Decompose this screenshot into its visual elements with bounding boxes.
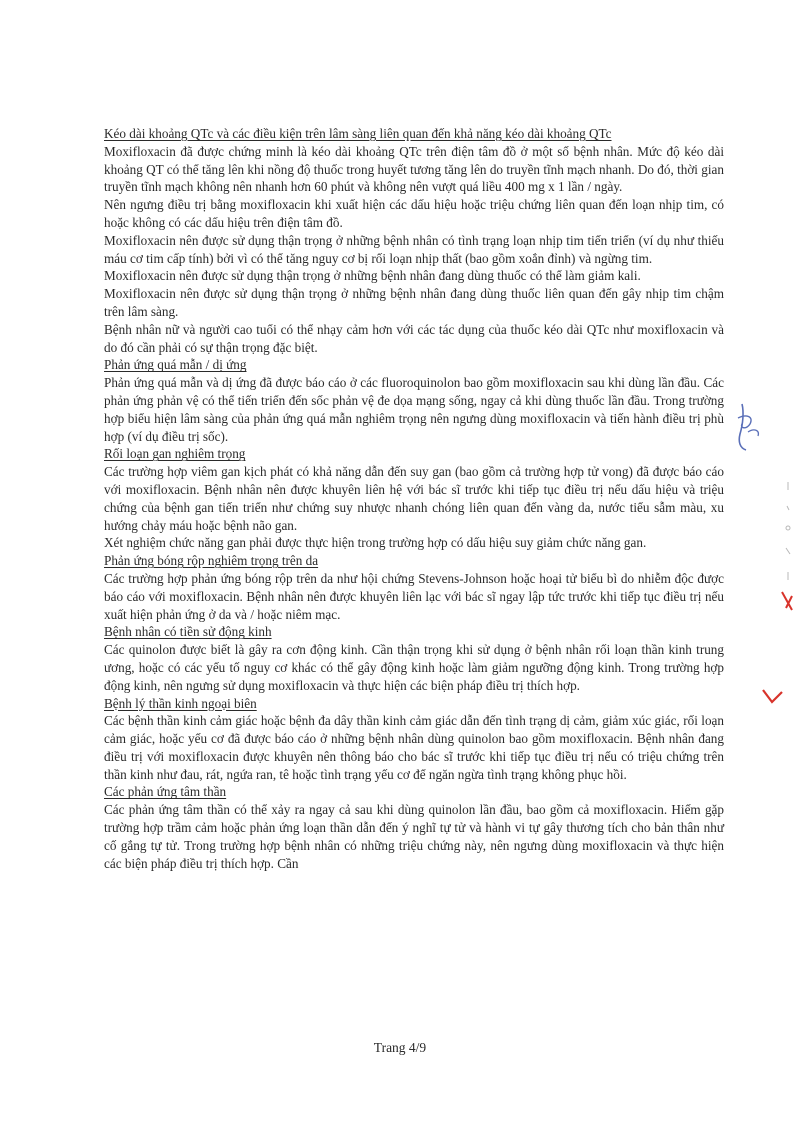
scan-edge-marks [780,480,796,590]
section-heading: Rối loạn gan nghiêm trọng [104,446,246,462]
paragraph: Các trường hợp phản ứng bóng rộp trên da như hội chứng Stevens-Johnson hoặc hoại tử biểu bì do nhiễm độc được báo cáo với moxifloxacin. Bệnh nhân nên được khuyên liên lạc với bác sĩ ngay lập tức trước khi tiếp tục điều trị nếu xuất hiện phản ứng ở da và / hoặc niêm mạc. [104,570,724,622]
document-body [104,125,724,872]
paragraph: Các bệnh thần kinh cảm giác hoặc bệnh đa dây thần kinh cảm giác dẫn đến tình trạng dị cảm, giảm xúc giác, rối loạn cảm giác, hoặc yếu cơ đã được báo cáo ở những bệnh nhân dùng quinolon bao gồm moxifloxacin. Bệnh nhân đang điều trị với moxifloxacin được khuyên nên thông báo cho bác sĩ trước khi tiếp tục điều trị nếu có triệu chứng trên thần kinh như đau, rát, ngứa ran, tê hoặc tình trạng yếu cơ để ngăn ngừa tình trạng không phục hồi. [104,713,724,782]
page-number: Trang 4/9 [373,1040,427,1055]
section-liver [104,445,724,552]
paragraph: Moxifloxacin đã được chứng minh là kéo dài khoảng QTc trên điện tâm đồ ở một số bệnh nhân. Mức độ kéo dài khoảng QT có thể tăng lên khi nồng độ thuốc trong huyết tương tăng lên do truyền tĩnh mạch nhanh. Do đó, thời gian truyền tĩnh mạch không nên nhanh hơn 60 phút và không nên vượt quá liều 400 mg x 1 lần / ngày. [104,143,724,195]
red-check-mark [760,682,786,708]
paragraph: Phản ứng quá mẫn và dị ứng đã được báo cáo ở các fluoroquinolon bao gồm moxifloxacin sau khi dùng lần đầu. Các phản ứng phản vệ có thể tiến triển đến sốc phản vệ đe dọa mạng sống, ngay cả khi dùng thuốc lần đầu. Trong trường hợp biểu hiện lâm sàng của phản ứng quá mẫn nghiêm trọng nên ngưng dùng moxifloxacin và tiến hành điều trị phù hợp (ví dụ điều trị sốc). [104,375,724,444]
red-margin-mark [778,588,798,616]
section-skin [104,552,724,623]
section-neuropathy [104,695,724,784]
handwritten-initials-mark [728,398,778,458]
section-hypersensitivity [104,356,724,445]
section-heading: Các phản ứng tâm thần [104,784,227,800]
section-heading: Bệnh lý thần kinh ngoại biên [104,695,257,711]
paragraph: Moxifloxacin nên được sử dụng thận trọng ở những bệnh nhân đang dùng thuốc có thể làm giảm kali. [104,268,641,284]
paragraph: Các phản ứng tâm thần có thể xảy ra ngay cả sau khi dùng quinolon lần đầu, bao gồm cả moxifloxacin. Hiếm gặp trường hợp trầm cảm hoặc phản ứng loạn thần dẫn đến ý nghĩ tự tử và hành vi tự gây thương tích cho bản thân như cố gắng tự tử. Trong trường hợp bệnh nhân có những triệu chứng này, nên ngưng dùng moxifloxacin và thực hiện các biện pháp điều trị thích hợp. Cần [104,802,724,871]
section-qtc [104,125,724,356]
paragraph: Các trường hợp viêm gan kịch phát có khả năng dẫn đến suy gan (bao gồm cả trường hợp tử vong) đã được báo cáo với moxifloxacin. Bệnh nhân nên được khuyên liên hệ với bác sĩ trước khi tiếp tục điều trị nếu dấu hiệu và triệu chứng của bệnh gan tiến triển như chứng suy nhược nhanh chóng liên quan đến vàng da, nước tiểu sẫm màu, xu hướng chảy máu hoặc bệnh não gan. [104,464,724,533]
section-heading: Phản ứng bóng rộp nghiêm trọng trên da [104,553,319,569]
paragraph: Các quinolon được biết là gây ra cơn động kinh. Cần thận trọng khi sử dụng ở bệnh nhân rối loạn thần kinh trung ương, hoặc có các yếu tố nguy cơ khác có thể gây động kinh hoặc làm giảm ngưỡng động kinh. Trong trường hợp động kinh, nên ngưng sử dụng moxifloxacin và thực hiện các biện pháp điều trị thích hợp. [104,642,724,693]
paragraph: Moxifloxacin nên được sử dụng thận trọng ở những bệnh nhân đang dùng thuốc liên quan đến gây nhịp tim chậm trên lâm sàng. [104,286,724,319]
paragraph: Xét nghiệm chức năng gan phải được thực hiện trong trường hợp có dấu hiệu suy giảm chức năng gan. [104,535,647,551]
paragraph: Nên ngưng điều trị bằng moxifloxacin khi xuất hiện các dấu hiệu hoặc triệu chứng liên quan đến loạn nhịp tim, có hoặc không có các dấu hiệu trên điện tâm đồ. [104,197,724,230]
section-heading: Phản ứng quá mẫn / dị ứng [104,357,247,373]
section-heading: Bệnh nhân có tiền sử động kinh [104,624,272,640]
section-epilepsy [104,623,724,694]
section-psychiatric [104,783,724,872]
section-heading: Kéo dài khoảng QTc và các điều kiện trên lâm sàng liên quan đến khả năng kéo dài khoảng QTc [104,126,612,141]
paragraph: Moxifloxacin nên được sử dụng thận trọng ở những bệnh nhân có tình trạng loạn nhịp tim tiến triển (ví dụ như thiếu máu cơ tim cấp tính) bởi vì có thể tăng nguy cơ bị rối loạn nhịp thất (bao gồm xoắn đỉnh) và ngừng tim. [104,232,724,266]
paragraph: Bệnh nhân nữ và người cao tuổi có thể nhạy cảm hơn với các tác dụng của thuốc kéo dài QTc như moxifloxacin và do đó cần phải có sự thận trọng đặc biệt. [104,321,724,355]
